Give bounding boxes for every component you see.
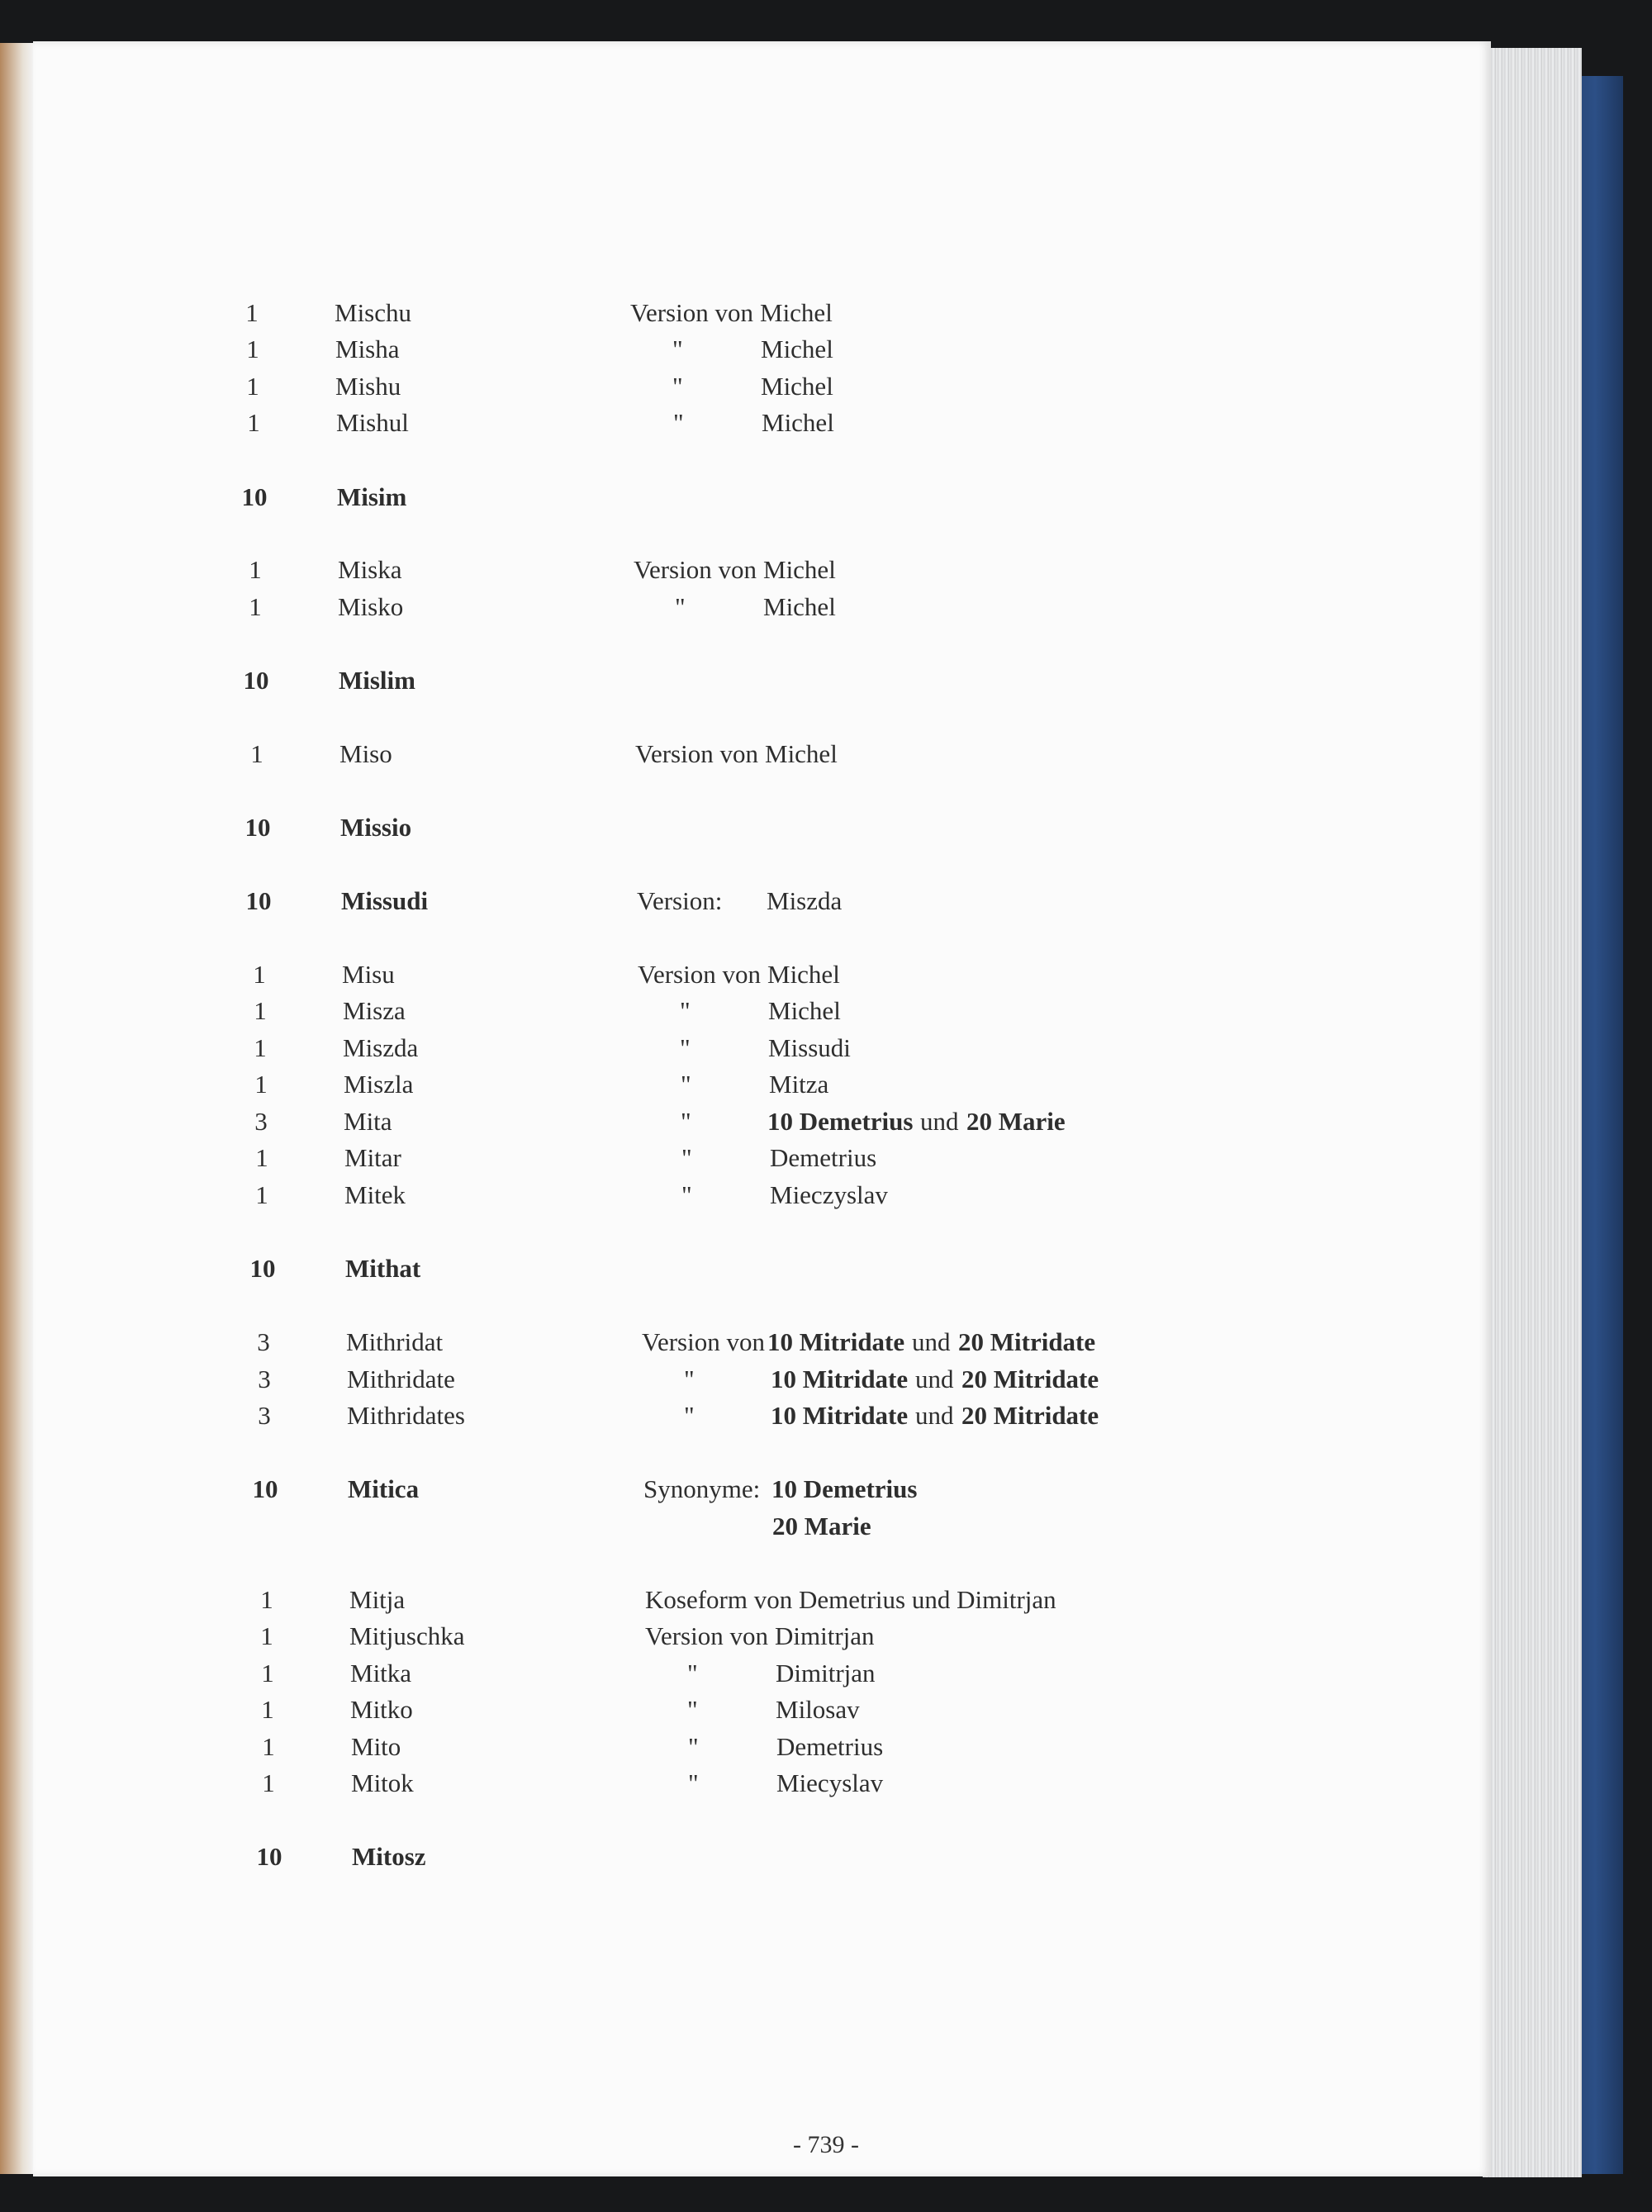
name-entry-row [0, 368, 1652, 405]
entry-name: Mishul [336, 408, 409, 437]
name-entry-row [0, 1066, 1652, 1103]
entry-frequency: 10 [243, 666, 269, 695]
name-entry-row [0, 1839, 1652, 1875]
name-entry-row [0, 1324, 1652, 1360]
ditto-mark: " [675, 592, 686, 621]
name-entry-row [0, 1177, 1652, 1213]
entry-frequency: 1 [247, 408, 260, 437]
entry-frequency: 1 [250, 739, 263, 768]
conjunction-und: und [915, 1401, 954, 1430]
entry-frequency: 3 [257, 1327, 270, 1356]
entry-name: Mithridates [347, 1401, 465, 1430]
entry-reference-name: Michel [761, 372, 833, 401]
entry-name: Mitosz [352, 1842, 426, 1871]
entry-name: Mita [344, 1107, 392, 1136]
entry-frequency: 3 [258, 1401, 271, 1430]
name-entry-row [0, 589, 1652, 625]
entry-name: Misza [343, 996, 406, 1025]
entry-frequency: 3 [258, 1365, 271, 1393]
entry-name: Mito [351, 1732, 401, 1761]
entry-description-prefix: Version von [642, 1327, 765, 1356]
entry-name: Miso [339, 739, 392, 768]
entry-name: Missudi [341, 886, 429, 915]
entry-description-prefix: Version von [634, 555, 757, 584]
entry-frequency: 10 [252, 1474, 278, 1503]
name-entry-row [0, 1618, 1652, 1654]
entry-reference-name: Michel [760, 298, 833, 327]
entry-reference-name: Miecyslav [776, 1768, 884, 1797]
page-number: - 739 - [793, 2131, 859, 2158]
entry-frequency: 1 [262, 1768, 275, 1797]
entry-frequency: 1 [254, 1033, 267, 1062]
entry-reference-name: Demetrius [770, 1143, 877, 1172]
entry-name: Mithat [345, 1254, 421, 1283]
name-entry-row [0, 1030, 1652, 1066]
ditto-mark: " [688, 1768, 699, 1797]
entry-name: Mitica [348, 1474, 420, 1503]
entry-name: Mitjuschka [349, 1621, 465, 1650]
entry-frequency: 10 [249, 1254, 276, 1283]
entry-frequency: 1 [260, 1621, 273, 1650]
entry-reference-bold: 10 Mitridate [767, 1327, 905, 1356]
entry-frequency: 10 [244, 813, 271, 842]
name-entry-row [0, 1140, 1652, 1176]
entry-frequency: 1 [254, 996, 267, 1025]
entry-reference-name: Mitza [769, 1070, 829, 1099]
name-entry-row [0, 405, 1652, 441]
name-entry-row [0, 1655, 1652, 1692]
entry-name: Mishu [335, 372, 401, 401]
ditto-mark: " [684, 1365, 695, 1393]
entry-frequency: 1 [260, 1585, 273, 1614]
entry-frequency: 1 [255, 1180, 268, 1209]
entry-frequency: 1 [262, 1732, 275, 1761]
ditto-mark: " [681, 1070, 691, 1099]
entry-name: Miszla [344, 1070, 414, 1099]
entry-reference-name: Miszda [767, 886, 843, 915]
entry-description-prefix: Version von [638, 960, 761, 989]
name-entry-row [0, 1361, 1652, 1398]
entry-reference-bold: 10 Demetrius [771, 1474, 918, 1503]
ditto-mark: " [672, 335, 683, 363]
name-entry-row [0, 1471, 1652, 1507]
entry-name: Misha [335, 335, 400, 363]
entry-name: Misu [342, 960, 395, 989]
entry-reference-name: Michel [761, 335, 833, 363]
entry-reference-bold: 20 Mitridate [958, 1327, 1096, 1356]
entry-frequency: 1 [254, 1070, 268, 1099]
entry-name: Misko [338, 592, 404, 621]
ditto-mark: " [681, 1143, 692, 1172]
entry-name: Misim [337, 482, 407, 511]
ditto-mark: " [680, 1033, 691, 1062]
name-entry-row [0, 956, 1652, 993]
entry-frequency: 10 [245, 886, 272, 915]
name-entry-row [0, 479, 1652, 515]
entry-reference-name: Michel [768, 996, 841, 1025]
name-entry-row [0, 1582, 1652, 1618]
entry-description-prefix: Version: [637, 886, 723, 915]
name-entry-row [0, 1729, 1652, 1765]
conjunction-und: und [912, 1327, 951, 1356]
entry-name: Mithridate [347, 1365, 455, 1393]
name-entry-row [0, 1765, 1652, 1801]
entry-frequency: 10 [256, 1842, 282, 1871]
entry-description-prefix: Version von [630, 298, 753, 327]
entry-description-prefix: Koseform von Demetrius und Dimitrjan [645, 1585, 1056, 1614]
ditto-mark: " [687, 1659, 698, 1687]
entry-name: Mitka [350, 1659, 412, 1687]
name-entry-row [0, 1104, 1652, 1140]
entry-name: Mitja [349, 1585, 406, 1614]
entry-name: Mitok [351, 1768, 414, 1797]
entry-description-prefix: Version von [645, 1621, 768, 1650]
entry-name: Mitar [344, 1143, 401, 1172]
ditto-mark: " [688, 1732, 699, 1761]
entry-reference-bold: 10 Demetrius [767, 1107, 914, 1136]
entry-reference-name: Michel [763, 592, 836, 621]
name-entry-row [0, 1251, 1652, 1287]
entry-name: Mislim [339, 666, 415, 695]
entry-name: Miska [338, 555, 402, 584]
entry-reference-bold: 10 Mitridate [771, 1365, 909, 1393]
name-entry-row [0, 809, 1652, 846]
entry-reference-name: Michel [763, 555, 836, 584]
conjunction-und: und [915, 1365, 954, 1393]
entry-frequency: 3 [254, 1107, 268, 1136]
ditto-mark: " [680, 996, 691, 1025]
name-entry-row [0, 736, 1652, 772]
entry-frequency: 1 [253, 960, 266, 989]
entry-frequency: 1 [246, 335, 259, 363]
entry-description-prefix: Version von [635, 739, 758, 768]
entry-name: Mitek [344, 1180, 406, 1209]
name-entry-row [0, 331, 1652, 368]
name-entry-row [0, 1692, 1652, 1728]
entry-frequency: 1 [249, 592, 262, 621]
entry-reference-name: Mieczyslav [770, 1180, 888, 1209]
entry-reference-name: Michel [767, 960, 840, 989]
conjunction-und: und [920, 1107, 959, 1136]
entry-frequency: 1 [245, 298, 259, 327]
entry-reference-name: Milosav [776, 1695, 860, 1724]
entry-frequency: 1 [255, 1143, 268, 1172]
entry-frequency: 1 [249, 555, 262, 584]
entry-frequency: 1 [261, 1659, 274, 1687]
entry-frequency: 10 [241, 482, 268, 511]
entry-name: Mischu [335, 298, 411, 327]
name-entry-row [0, 552, 1652, 588]
name-entry-row [0, 1508, 1652, 1545]
name-entry-row [0, 883, 1652, 919]
entry-reference-bold: 20 Marie [966, 1107, 1066, 1136]
ditto-mark: " [673, 408, 684, 437]
ditto-mark: " [684, 1401, 695, 1430]
entry-reference-bold: 10 Mitridate [771, 1401, 909, 1430]
name-entry-row [0, 1398, 1652, 1434]
name-entry-row [0, 295, 1652, 331]
entry-reference-bold: 20 Marie [772, 1512, 871, 1540]
entry-reference-name: Demetrius [776, 1732, 884, 1761]
entry-reference-name: Michel [762, 408, 834, 437]
entry-name: Mithridat [346, 1327, 444, 1356]
entry-name: Missio [340, 813, 412, 842]
entry-name: Mitko [350, 1695, 413, 1724]
entry-name: Miszda [343, 1033, 419, 1062]
entry-frequency: 1 [261, 1695, 274, 1724]
entry-reference-name: Dimitrjan [776, 1659, 876, 1687]
entry-reference-bold: 20 Mitridate [961, 1365, 1099, 1393]
entry-reference-name: Dimitrjan [775, 1621, 875, 1650]
ditto-mark: " [672, 372, 683, 401]
ditto-mark: " [687, 1695, 698, 1724]
entry-reference-name: Michel [765, 739, 838, 768]
entry-frequency: 1 [246, 372, 259, 401]
entry-description-prefix: Synonyme: [643, 1474, 761, 1503]
ditto-mark: " [681, 1180, 692, 1209]
entry-reference-bold: 20 Mitridate [961, 1401, 1099, 1430]
name-entry-row [0, 662, 1652, 699]
name-entry-row [0, 993, 1652, 1029]
ditto-mark: " [681, 1107, 691, 1136]
entry-reference-name: Missudi [768, 1033, 851, 1062]
